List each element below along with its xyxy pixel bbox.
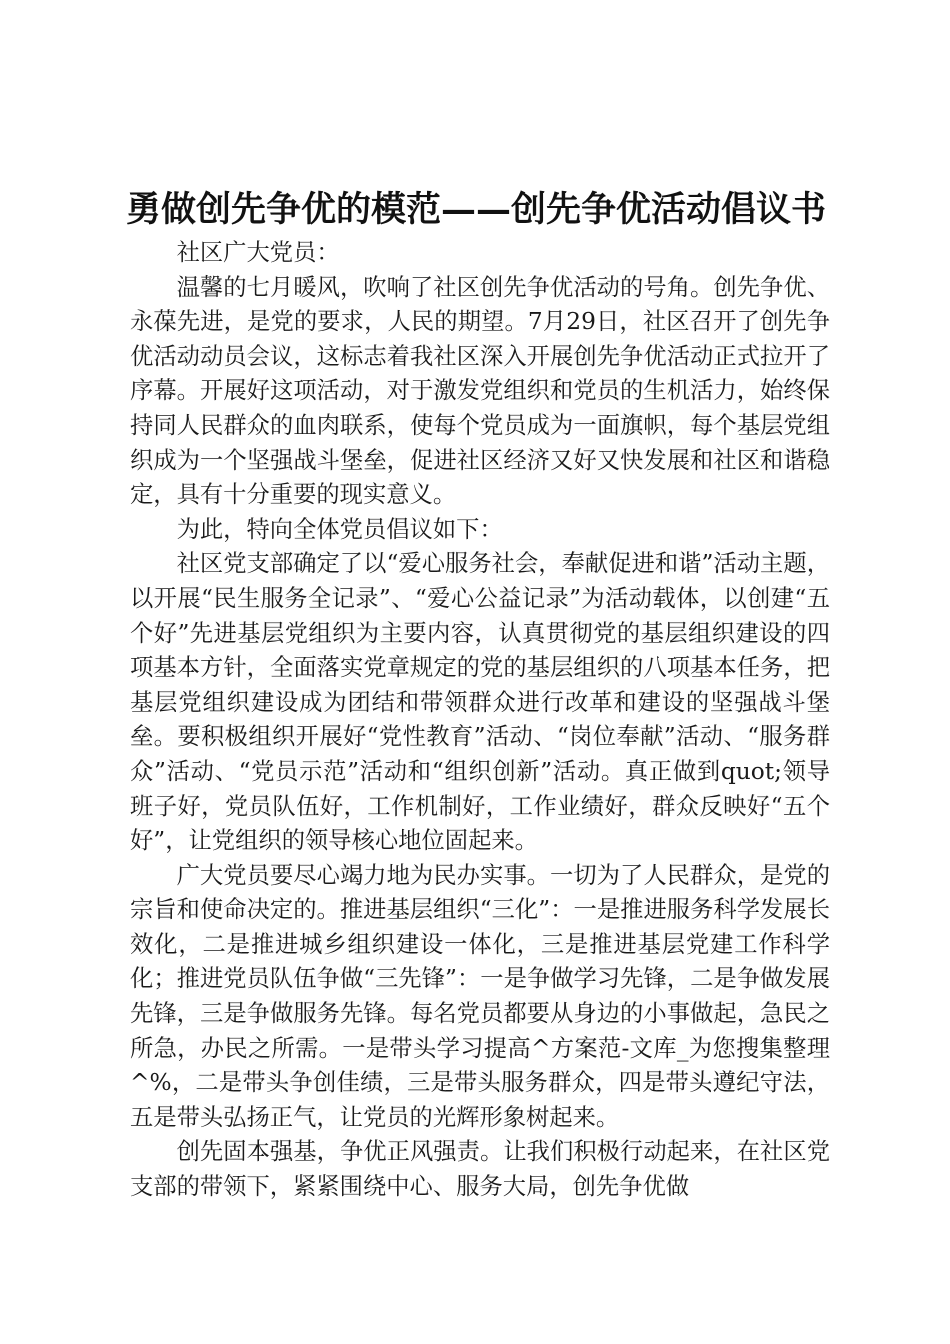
body-paragraph: 温馨的七月暖风，吹响了社区创先争优活动的号角。创先争优、永葆先进，是党的要求，人民的期望。7月29日，社区召开了创先争优活动动员会议，这标志着我社区深入开展创先争优活动正式拉开了序幕。开展好这项活动，对于激发党组织和党员的生机活力，始终保持同人民群众的血肉联系，使每个党员成为一面旗帜，每个基层党组织成为一个坚强战斗堡垒，促进社区经济又好又快发展和社区和谐稳定，具有十分重要的现实意义。 — [130, 273, 830, 509]
body-paragraph: 为此，特向全体党员倡议如下： — [176, 515, 503, 543]
document-body — [130, 236, 830, 1205]
salutation-paragraph: 社区广大党员： — [176, 239, 340, 266]
body-paragraph: 广大党员要尽心竭力地为民办实事。一切为了人民群众，是党的宗旨和使命决定的。推进基层组织“三化”：一是推进服务科学发展长效化，二是推进城乡组织建设一体化，三是推进基层党建工作科学化；推进党员队伍争做“三先锋”：一是争做学习先锋，二是争做发展先锋，三是争做服务先锋。每名党员都要从身边的小事做起，急民之所急，办民之所需。一是带头学习提高^方案范-文库_为您搜集整理^%，二是带头争创佳绩，三是带头服务群众，四是带头遵纪守法，五是带头弘扬正气，让党员的光辉形象树起来。 — [130, 861, 830, 1131]
body-paragraph: 社区党支部确定了以“爱心服务社会，奉献促进和谐”活动主题，以开展“民生服务全记录”、“爱心公益记录”为活动载体，以创建“五个好”先进基层党组织为主要内容，认真贯彻党的基层组织建设的四项基本方针，全面落实党章规定的党的基层组织的八项基本任务，把基层党组织建设成为团结和带领群众进行改革和建设的坚强战斗堡垒。要积极组织开展好“党性教育”活动、“岗位奉献”活动、“服务群众”活动、“党员示范”活动和“组织创新”活动。真正做到quot;领导班子好，党员队伍好，工作机制好，工作业绩好，群众反映好“五个好”，让党组织的领导核心地位固起来。 — [130, 550, 830, 855]
document-title: 勇做创先争优的模范——创先争优活动倡议书 — [126, 189, 827, 230]
body-paragraph: 创先固本强基，争优正风强责。让我们积极行动起来，在社区党支部的带领下，紧紧围绕中心、服务大局，创先争优做 — [130, 1138, 830, 1201]
